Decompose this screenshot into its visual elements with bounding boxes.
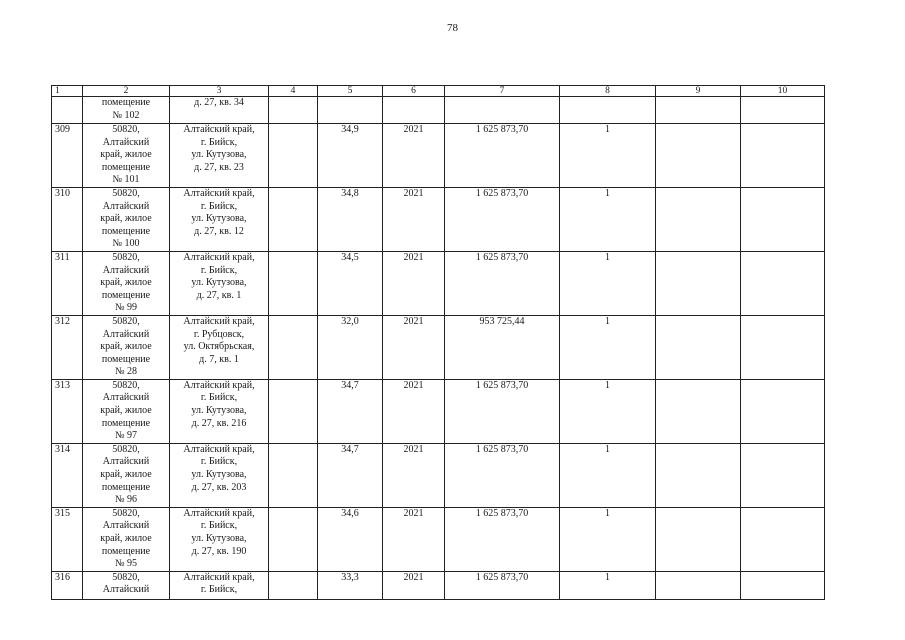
cell-col10 xyxy=(741,571,825,599)
column-number: 4 xyxy=(269,86,318,97)
cell-area: 33,3 xyxy=(318,571,383,599)
cell-count: 1 xyxy=(560,571,656,599)
cell-col10 xyxy=(741,507,825,571)
cell-col10 xyxy=(741,443,825,507)
cell-year: 2021 xyxy=(383,507,445,571)
cell-name: 50820, Алтайский край, жилое помещение № 96 xyxy=(83,443,170,507)
column-number: 1 xyxy=(52,86,83,97)
cell-area: 34,5 xyxy=(318,251,383,315)
cell-name: 50820, Алтайский край, жилое помещение № 28 xyxy=(83,315,170,379)
cell-address: Алтайский край, г. Бийск, xyxy=(170,571,269,599)
cell-col10 xyxy=(741,97,825,124)
cell-address: Алтайский край, г. Бийск, ул. Кутузова, д. 27, кв. 190 xyxy=(170,507,269,571)
cell-num: 311 xyxy=(52,251,83,315)
table-row xyxy=(52,315,825,379)
cell-count xyxy=(560,97,656,124)
cell-col4 xyxy=(269,507,318,571)
cell-col4 xyxy=(269,97,318,124)
cell-num: 309 xyxy=(52,124,83,188)
cell-address: Алтайский край, г. Бийск, ул. Кутузова, д. 27, кв. 23 xyxy=(170,124,269,188)
cell-area: 34,7 xyxy=(318,443,383,507)
cell-name: 50820, Алтайский край, жилое помещение № 101 xyxy=(83,124,170,188)
cell-col9 xyxy=(656,124,741,188)
column-number: 6 xyxy=(383,86,445,97)
cell-num: 315 xyxy=(52,507,83,571)
cell-col10 xyxy=(741,187,825,251)
cell-col4 xyxy=(269,315,318,379)
column-number: 2 xyxy=(83,86,170,97)
cell-price: 1 625 873,70 xyxy=(445,443,560,507)
cell-area: 34,8 xyxy=(318,187,383,251)
cell-price: 1 625 873,70 xyxy=(445,124,560,188)
cell-address: Алтайский край, г. Бийск, ул. Кутузова, д. 27, кв. 216 xyxy=(170,379,269,443)
registry-table xyxy=(51,85,825,600)
cell-num: 310 xyxy=(52,187,83,251)
cell-col4 xyxy=(269,251,318,315)
cell-col4 xyxy=(269,571,318,599)
cell-price: 1 625 873,70 xyxy=(445,251,560,315)
cell-address: Алтайский край, г. Бийск, ул. Кутузова, д. 27, кв. 12 xyxy=(170,187,269,251)
table-row xyxy=(52,443,825,507)
cell-col9 xyxy=(656,379,741,443)
cell-col9 xyxy=(656,571,741,599)
cell-name: помещение № 102 xyxy=(83,97,170,124)
cell-count: 1 xyxy=(560,443,656,507)
cell-year: 2021 xyxy=(383,315,445,379)
cell-name: 50820, Алтайский край, жилое помещение № 97 xyxy=(83,379,170,443)
cell-address: д. 27, кв. 34 xyxy=(170,97,269,124)
cell-count: 1 xyxy=(560,251,656,315)
column-number: 3 xyxy=(170,86,269,97)
table-row xyxy=(52,187,825,251)
cell-count: 1 xyxy=(560,507,656,571)
cell-area: 32,0 xyxy=(318,315,383,379)
cell-col4 xyxy=(269,379,318,443)
cell-year: 2021 xyxy=(383,379,445,443)
cell-price: 953 725,44 xyxy=(445,315,560,379)
cell-year: 2021 xyxy=(383,124,445,188)
cell-name: 50820, Алтайский край, жилое помещение № 99 xyxy=(83,251,170,315)
table-row xyxy=(52,251,825,315)
cell-address: Алтайский край, г. Рубцовск, ул. Октябрьская, д. 7, кв. 1 xyxy=(170,315,269,379)
cell-col9 xyxy=(656,251,741,315)
cell-address: Алтайский край, г. Бийск, ул. Кутузова, д. 27, кв. 1 xyxy=(170,251,269,315)
cell-area: 34,7 xyxy=(318,379,383,443)
cell-area: 34,9 xyxy=(318,124,383,188)
cell-area xyxy=(318,97,383,124)
continuation-row xyxy=(52,97,825,124)
column-number: 8 xyxy=(560,86,656,97)
column-number: 9 xyxy=(656,86,741,97)
cell-price: 1 625 873,70 xyxy=(445,571,560,599)
cell-num xyxy=(52,97,83,124)
table-row xyxy=(52,379,825,443)
table-row xyxy=(52,507,825,571)
cell-count: 1 xyxy=(560,379,656,443)
cell-address: Алтайский край, г. Бийск, ул. Кутузова, д. 27, кв. 203 xyxy=(170,443,269,507)
cell-year: 2021 xyxy=(383,571,445,599)
column-number: 5 xyxy=(318,86,383,97)
cell-area: 34,6 xyxy=(318,507,383,571)
table-row xyxy=(52,571,825,599)
table-body xyxy=(52,86,825,600)
cell-year: 2021 xyxy=(383,251,445,315)
column-number-row xyxy=(52,86,825,97)
cell-name: 50820, Алтайский край, жилое помещение № 95 xyxy=(83,507,170,571)
cell-num: 314 xyxy=(52,443,83,507)
cell-year: 2021 xyxy=(383,443,445,507)
cell-col9 xyxy=(656,315,741,379)
cell-num: 312 xyxy=(52,315,83,379)
cell-col10 xyxy=(741,379,825,443)
cell-price: 1 625 873,70 xyxy=(445,187,560,251)
cell-count: 1 xyxy=(560,315,656,379)
cell-col10 xyxy=(741,251,825,315)
cell-col9 xyxy=(656,187,741,251)
cell-name: 50820, Алтайский край, жилое помещение № 100 xyxy=(83,187,170,251)
cell-col9 xyxy=(656,97,741,124)
column-number: 7 xyxy=(445,86,560,97)
cell-col10 xyxy=(741,124,825,188)
cell-num: 316 xyxy=(52,571,83,599)
cell-year xyxy=(383,97,445,124)
cell-col10 xyxy=(741,315,825,379)
column-number: 10 xyxy=(741,86,825,97)
cell-col9 xyxy=(656,443,741,507)
cell-price: 1 625 873,70 xyxy=(445,379,560,443)
cell-col4 xyxy=(269,124,318,188)
cell-num: 313 xyxy=(52,379,83,443)
cell-price: 1 625 873,70 xyxy=(445,507,560,571)
cell-col9 xyxy=(656,507,741,571)
cell-count: 1 xyxy=(560,187,656,251)
cell-price xyxy=(445,97,560,124)
cell-col4 xyxy=(269,187,318,251)
cell-count: 1 xyxy=(560,124,656,188)
table-row xyxy=(52,124,825,188)
cell-year: 2021 xyxy=(383,187,445,251)
cell-col4 xyxy=(269,443,318,507)
page-number: 78 xyxy=(447,22,458,34)
cell-name: 50820, Алтайский xyxy=(83,571,170,599)
